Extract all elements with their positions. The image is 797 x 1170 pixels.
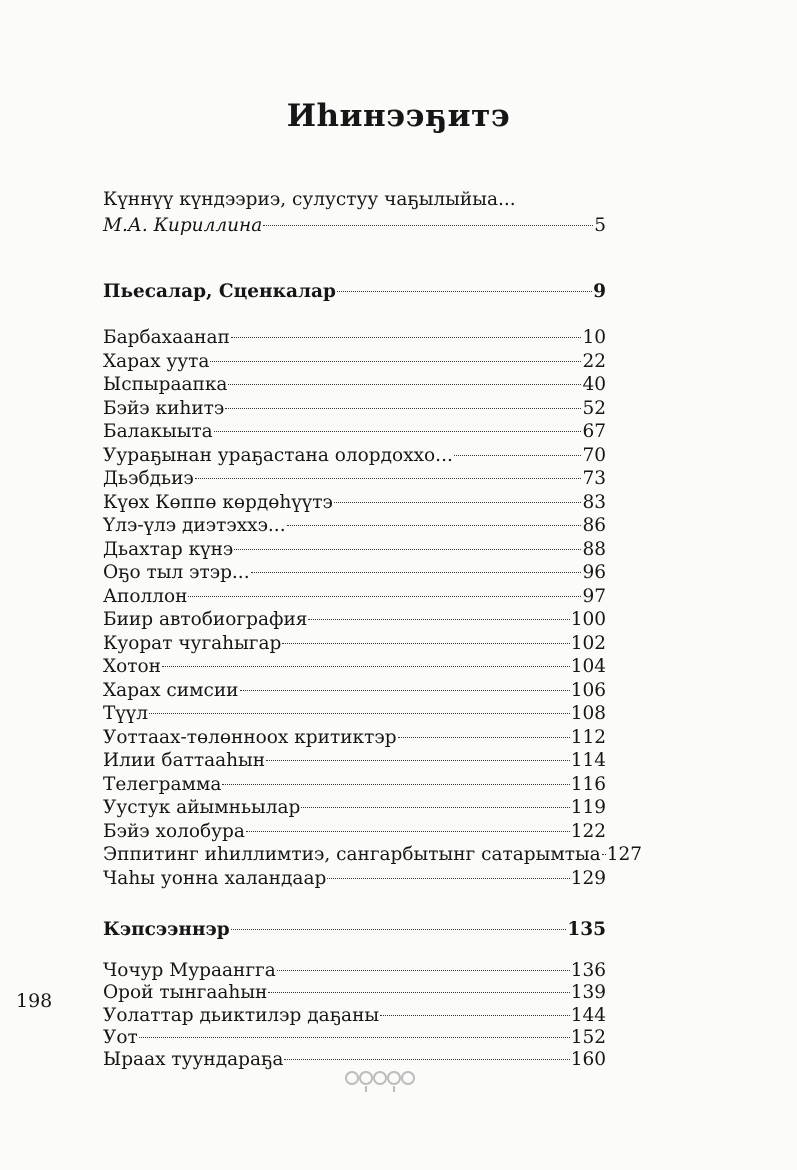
entry-page: 40 xyxy=(582,374,606,395)
toc-entry xyxy=(103,1027,606,1049)
section-heading-plays xyxy=(103,280,606,304)
toc-entry xyxy=(103,632,606,656)
entry-label: Ыраах туундараҕа xyxy=(103,1049,284,1071)
entry-label: Биир автобиография xyxy=(103,609,308,630)
entry-page: 86 xyxy=(582,515,606,536)
entry-page: 73 xyxy=(582,468,606,489)
toc-entry xyxy=(103,444,606,468)
leader-dots xyxy=(277,970,570,971)
entry-label: Уот xyxy=(103,1026,138,1048)
toc-entry xyxy=(103,467,606,491)
entry-label: Дьэбдьиэ xyxy=(103,468,194,489)
toc-entry xyxy=(103,960,606,982)
entry-page: 70 xyxy=(582,444,606,466)
toc-entry xyxy=(103,397,606,421)
leader-dots xyxy=(225,408,581,409)
entry-page: 108 xyxy=(570,703,606,724)
entry-page: 112 xyxy=(570,726,606,748)
ornament-icon xyxy=(340,1068,420,1094)
entry-label: Орой тынгааhын xyxy=(103,982,268,1004)
leader-dots xyxy=(380,1015,570,1016)
entry-page: 152 xyxy=(570,1026,606,1048)
section-label: Кэпсээннэр xyxy=(103,919,230,940)
intro-heading: Күннүү күндээриэ, сулустуу чаҕылыйыа... xyxy=(103,189,516,210)
leader-dots xyxy=(337,291,592,292)
leader-dots xyxy=(228,384,581,385)
leader-dots xyxy=(301,807,569,808)
leader-dots xyxy=(266,760,570,761)
toc-entry xyxy=(103,982,606,1004)
toc-intro xyxy=(103,186,606,238)
entry-label: Ыспыраапка xyxy=(103,374,228,395)
entry-label: Чочур Мураангга xyxy=(103,960,276,981)
entry-page: 122 xyxy=(570,820,606,842)
entry-label: Үлэ-үлэ диэтэххэ... xyxy=(103,515,286,536)
toc-list-stories xyxy=(103,960,606,1071)
leader-dots xyxy=(240,690,570,691)
leader-dots xyxy=(210,361,581,362)
leader-dots xyxy=(287,525,582,526)
leader-dots xyxy=(327,878,569,879)
toc-entry xyxy=(103,773,606,797)
toc-entry xyxy=(103,538,606,562)
toc-entry xyxy=(103,491,606,515)
entry-page: 88 xyxy=(582,538,606,560)
entry-label: Илии баттааhын xyxy=(103,750,266,771)
toc-entry xyxy=(103,561,606,585)
entry-page: 119 xyxy=(570,797,606,818)
toc-entry xyxy=(103,608,606,632)
entry-page: 129 xyxy=(570,867,606,889)
entry-page: 10 xyxy=(582,327,606,348)
entry-label: М.А. Кириллина xyxy=(103,215,263,236)
toc-section-heading xyxy=(103,918,606,942)
leader-dots xyxy=(246,831,570,832)
toc-entry xyxy=(103,655,606,679)
leader-dots xyxy=(251,572,582,573)
entry-label: Уустук айымньылар xyxy=(103,797,301,818)
leader-dots xyxy=(188,596,581,597)
entry-label: Чаhы уонна халандаар xyxy=(103,867,327,889)
toc-entry xyxy=(103,1005,606,1027)
toc-entry xyxy=(103,749,606,773)
entry-label: Куорат чугаhыгар xyxy=(103,632,282,654)
leader-dots xyxy=(231,337,582,338)
leader-dots xyxy=(149,713,570,714)
toc-entry xyxy=(103,326,606,350)
entry-page: 114 xyxy=(570,750,606,771)
toc-entry xyxy=(103,585,606,609)
leader-dots xyxy=(268,992,569,993)
entry-label: Уолаттар дьиктилэр даҕаны xyxy=(103,1004,380,1026)
entry-page: 67 xyxy=(582,421,606,442)
leader-dots xyxy=(334,502,582,503)
leader-dots xyxy=(282,643,569,644)
section-label: Пьесалар, Сценкалар xyxy=(103,281,336,302)
leader-dots xyxy=(284,1059,569,1060)
entry-page: 83 xyxy=(582,491,606,513)
toc-section-heading xyxy=(103,280,606,304)
entry-label: Дьахтар күнэ xyxy=(103,538,234,560)
entry-page: 102 xyxy=(570,632,606,654)
entry-label: Барбахаанап xyxy=(103,327,230,348)
entry-label: Түүл xyxy=(103,703,148,724)
toc-entry xyxy=(103,867,606,891)
toc-entry xyxy=(103,514,606,538)
leader-dots xyxy=(263,225,593,226)
entry-page: 139 xyxy=(570,982,606,1004)
entry-label: Оҕо тыл этэр... xyxy=(103,562,250,583)
entry-label: Уураҕынан ураҕастана олордоххо... xyxy=(103,444,453,466)
toc-entry xyxy=(103,726,606,750)
leader-dots xyxy=(398,737,570,738)
page-number: 198 xyxy=(16,990,53,1012)
toc-entry xyxy=(103,350,606,374)
entry-label: Уоттаах-төлөнноох критиктэр xyxy=(103,726,397,748)
entry-label: Аполлон xyxy=(103,585,188,607)
entry-label: Телеграмма xyxy=(103,773,222,795)
leader-dots xyxy=(308,619,569,620)
toc-entry xyxy=(103,702,606,726)
toc-entry xyxy=(103,373,606,397)
entry-label: Бэйэ холобура xyxy=(103,820,245,842)
leader-dots xyxy=(162,666,570,667)
entry-page: 136 xyxy=(570,960,606,981)
entry-label: Күөх Көппө көрдөhүүтэ xyxy=(103,491,333,513)
entry-page: 52 xyxy=(582,397,606,419)
entry-page: 97 xyxy=(582,585,606,607)
toc-entry xyxy=(103,420,606,444)
leader-dots xyxy=(139,1037,570,1038)
entry-label: Харах уута xyxy=(103,350,210,372)
leader-dots xyxy=(195,478,582,479)
entry-page: 100 xyxy=(570,609,606,630)
entry-page: 127 xyxy=(606,844,643,865)
entry-label: Эппитинг иhиллимтиэ, сангарбытынг сатарымтыа xyxy=(103,844,601,865)
toc-list-plays xyxy=(103,326,643,890)
leader-dots xyxy=(231,929,567,930)
leader-dots xyxy=(234,549,581,550)
section-page: 9 xyxy=(593,281,606,302)
entry-page: 116 xyxy=(570,773,606,795)
toc-entry xyxy=(103,679,606,703)
leader-dots xyxy=(214,431,582,432)
section-heading-stories xyxy=(103,918,606,942)
toc-entry xyxy=(103,796,606,820)
toc-entry xyxy=(103,843,643,867)
entry-page: 160 xyxy=(570,1049,606,1071)
entry-label: Хотон xyxy=(103,656,162,677)
page-title: Иhинээҕитэ xyxy=(286,98,511,134)
leader-dots xyxy=(222,784,569,785)
section-page: 135 xyxy=(567,919,606,940)
toc-entry xyxy=(103,214,606,238)
entry-page: 106 xyxy=(570,679,606,701)
entry-page: 96 xyxy=(582,562,606,583)
entry-page: 144 xyxy=(570,1004,606,1026)
leader-dots xyxy=(454,455,582,456)
entry-label: Балакыыта xyxy=(103,421,213,442)
entry-page: 104 xyxy=(570,656,606,677)
toc-entry xyxy=(103,820,606,844)
entry-label: Бэйэ киhитэ xyxy=(103,397,225,419)
entry-page: 5 xyxy=(594,215,606,236)
entry-label: Харах симсии xyxy=(103,679,239,701)
entry-page: 22 xyxy=(582,350,606,372)
leader-dots xyxy=(602,854,606,855)
